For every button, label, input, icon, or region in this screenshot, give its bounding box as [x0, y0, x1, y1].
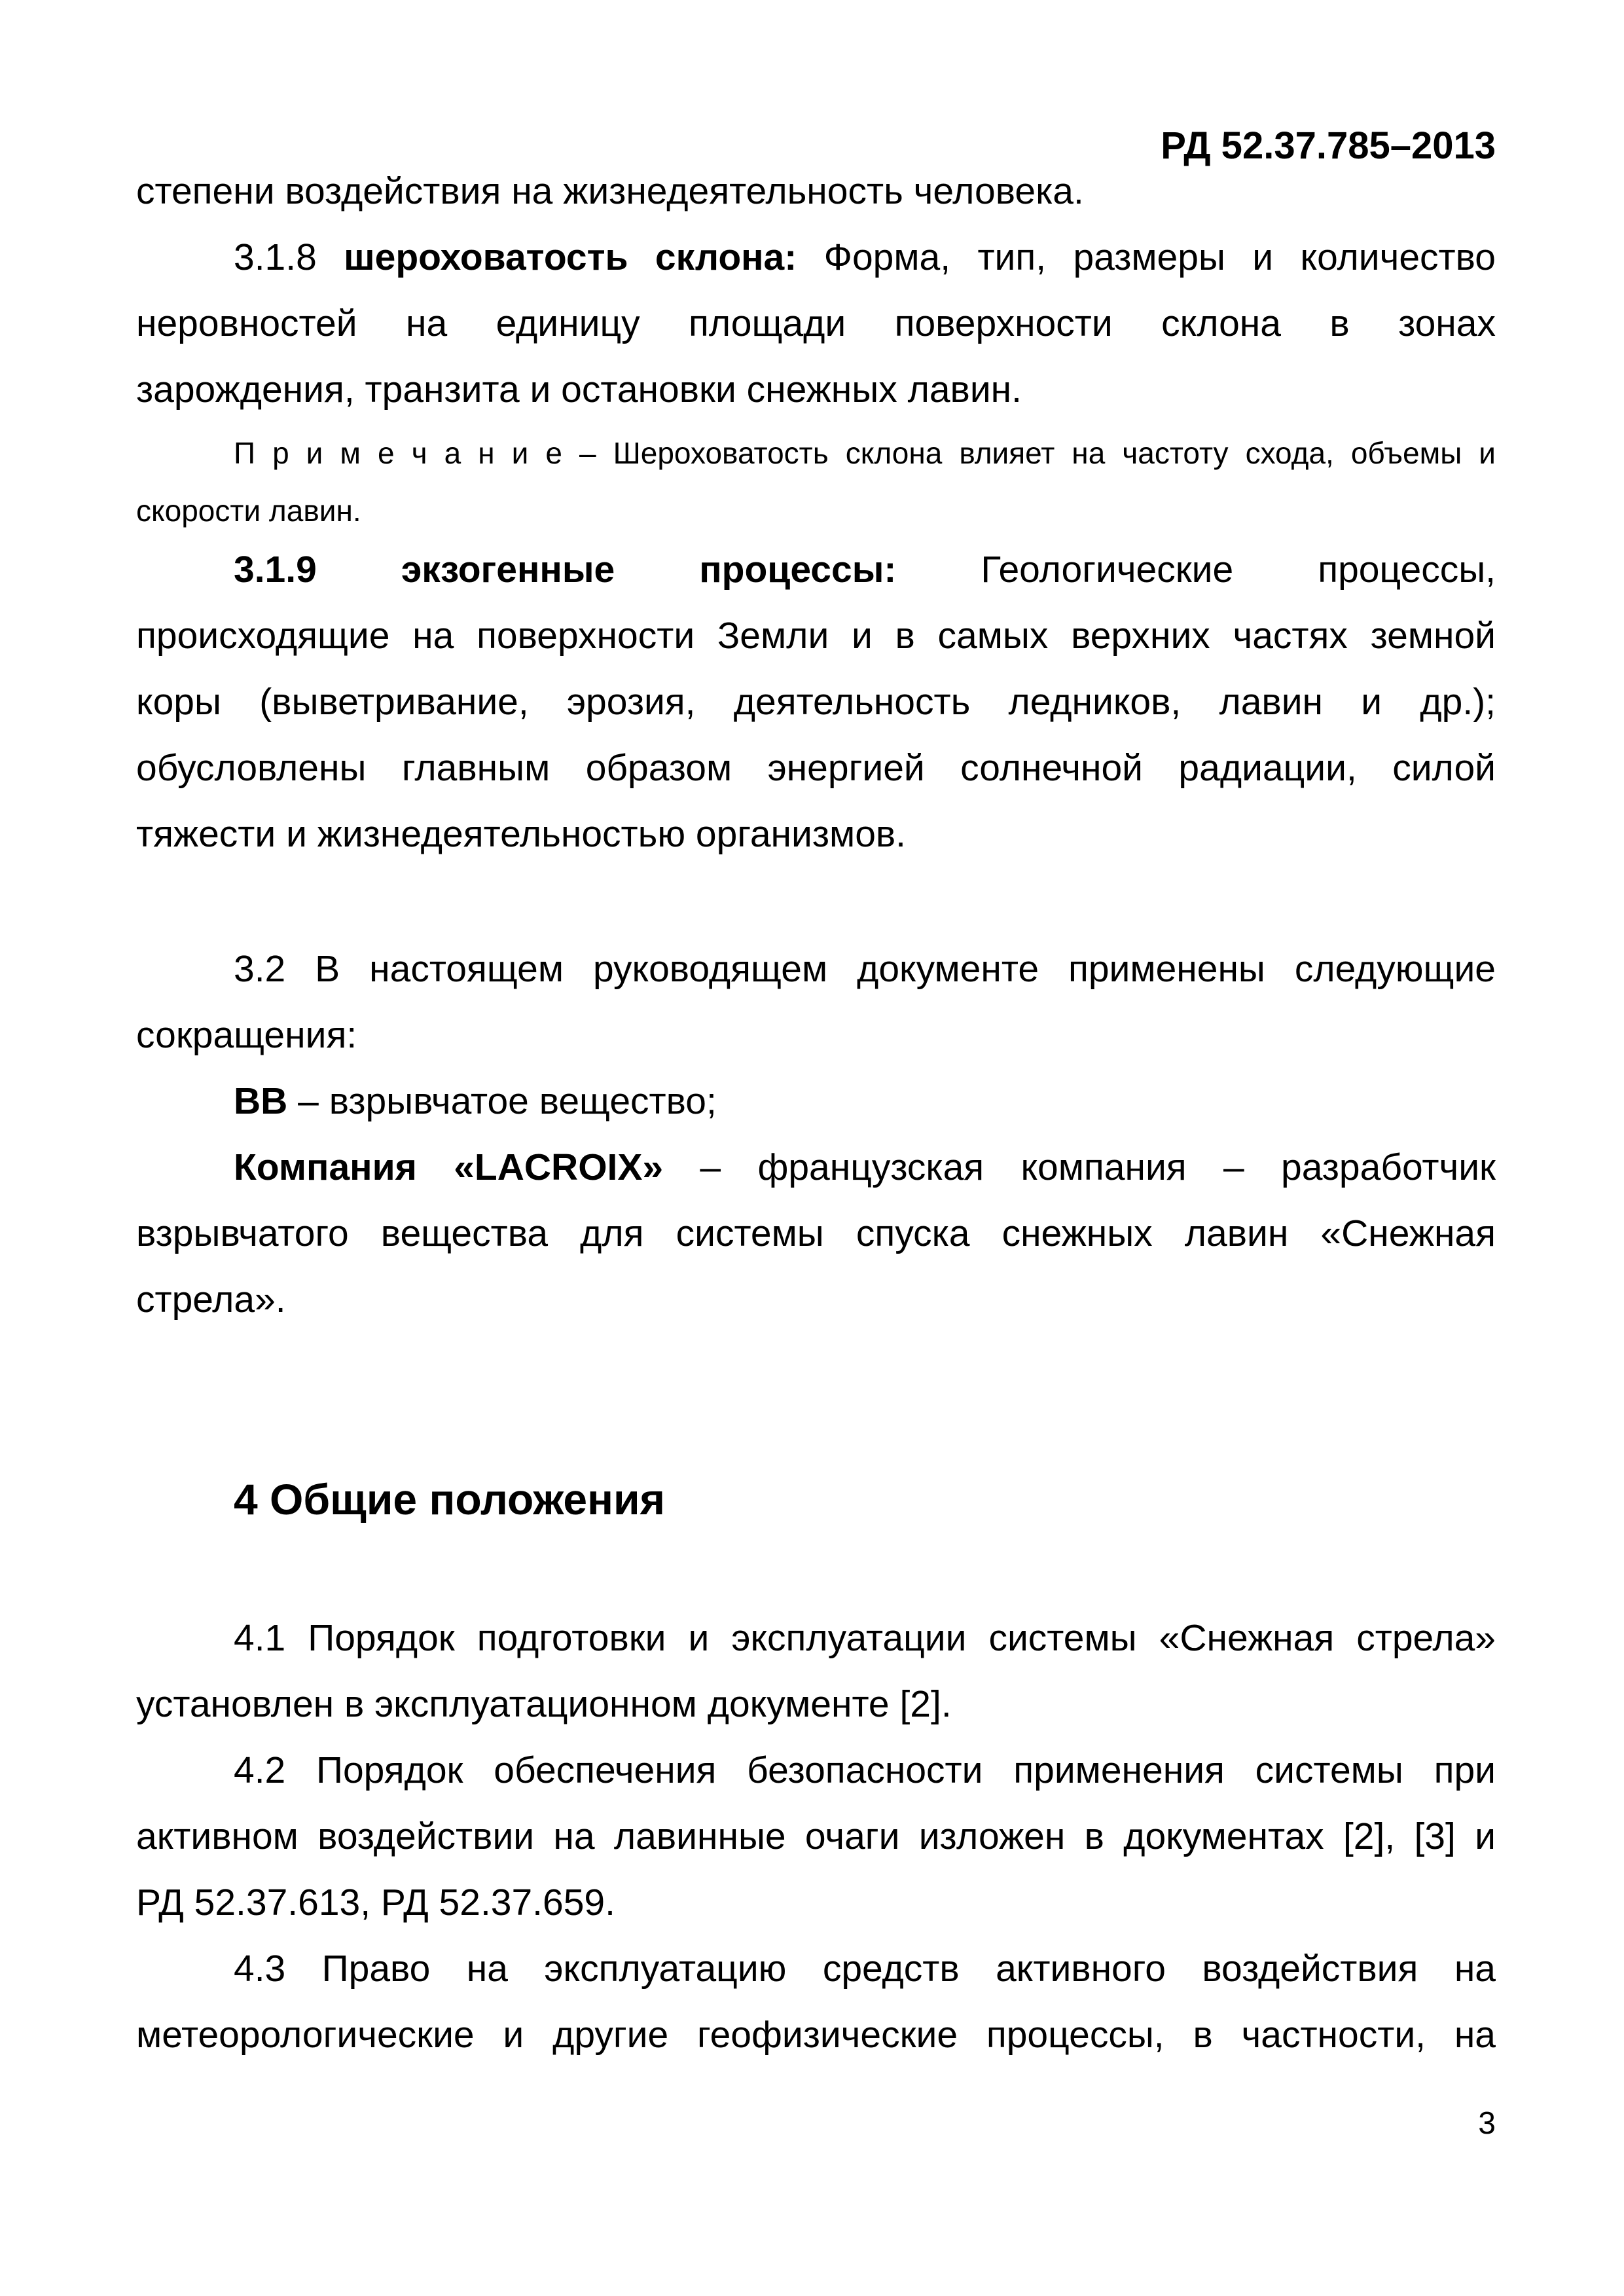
abbreviation-term: Компания «LACROIX»: [234, 1146, 664, 1188]
text-line: 4.1 Порядок подготовки и эксплуатации системы «Снежная стрела»: [234, 1617, 1496, 1659]
text-line: обусловлены главным образом энергией солнечной радиации, силой: [136, 747, 1496, 789]
text-line: тяжести и жизнедеятельностью организмов.: [136, 813, 907, 855]
note-text: – Шероховатость склона влияет на частоту схода, объемы и: [562, 436, 1496, 470]
text-line: взрывчатого вещества для системы спуска снежных лавин «Снежная: [136, 1212, 1496, 1254]
definition-3-1-8: [234, 234, 1496, 280]
definition-text: Геологические процессы,: [981, 549, 1496, 591]
text-line: 3.2 В настоящем руководящем документе применены следующие: [234, 948, 1496, 990]
definition-3-1-9: [234, 547, 1496, 592]
text-line: коры (выветривание, эрозия, деятельность ледников, лавин и др.);: [136, 681, 1496, 723]
text-line: РД 52.37.613, РД 52.37.659.: [136, 1882, 615, 1923]
text-line: активном воздействии на лавинные очаги изложен в документах [2], [3] и: [136, 1815, 1496, 1857]
text-line: метеорологические и другие геофизические процессы, в частности, на: [136, 2014, 1496, 2056]
text-line: стрела».: [136, 1279, 286, 1321]
abbreviation-vv: [234, 1078, 1496, 1124]
abbreviation-term: ВВ: [234, 1080, 288, 1122]
text-line: установлен в эксплуатационном документе [2].: [136, 1683, 952, 1725]
clause-number: 3.1.8: [234, 236, 344, 278]
text-line: неровностей на единицу площади поверхности склона в зонах: [136, 302, 1496, 344]
text-line: степени воздействия на жизнедеятельность человека.: [136, 170, 1084, 212]
note-label: П р и м е ч а н и е: [234, 436, 562, 470]
defined-term: экзогенные процессы:: [401, 549, 897, 591]
section-heading: 4 Общие положения: [234, 1475, 666, 1523]
definition-text: Форма, тип, размеры и количество: [797, 236, 1496, 278]
abbreviation-text: – взрывчатое вещество;: [287, 1080, 717, 1122]
document-code-header: РД 52.37.785–2013: [1161, 124, 1496, 167]
abbreviation-text: – французская компания – разработчик: [663, 1146, 1496, 1188]
text-line: 4.3 Право на эксплуатацию средств активного воздействия на: [234, 1948, 1496, 1990]
text-line: сокращения:: [136, 1014, 357, 1056]
text-line: происходящие на поверхности Земли и в самых верхних частях земной: [136, 615, 1496, 657]
text-line: 4.2 Порядок обеспечения безопасности применения системы при: [234, 1749, 1496, 1791]
clause-number: 3.1.9: [234, 549, 317, 591]
text-line: зарождения, транзита и остановки снежных лавин.: [136, 369, 1022, 410]
note-line: скорости лавин.: [136, 494, 361, 528]
note-line: [234, 435, 1496, 471]
page-number: 3: [1478, 2106, 1496, 2141]
abbreviation-lacroix: [234, 1144, 1496, 1190]
defined-term: шероховатость склона:: [344, 236, 797, 278]
